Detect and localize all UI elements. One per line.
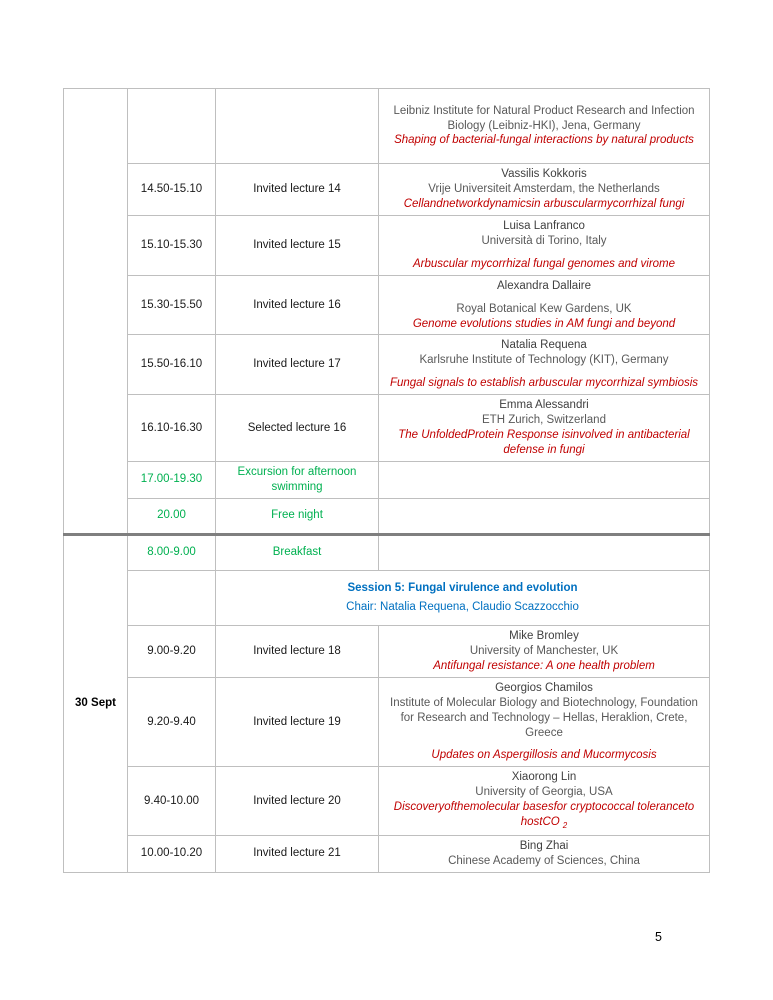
lecture-type-cell <box>216 89 379 164</box>
time-cell: 15.50-16.10 <box>128 335 216 395</box>
lecture-type-cell: Invited lecture 19 <box>216 677 379 767</box>
speaker-name: Bing Zhai <box>519 839 569 852</box>
talk-title: Shaping of bacterial-fungal interactions by natural products <box>394 134 694 147</box>
lecture-type-cell: Invited lecture 14 <box>216 164 379 216</box>
session-header-cell <box>216 570 710 625</box>
details-cell <box>379 625 710 677</box>
table-row <box>64 89 710 164</box>
details-cell <box>379 335 710 395</box>
details-cell <box>379 498 710 534</box>
speaker-name: Luisa Lanfranco <box>503 219 585 232</box>
lecture-type-cell: Invited lecture 20 <box>216 767 379 836</box>
time-cell: 9.00-9.20 <box>128 625 216 677</box>
time-cell: 17.00-19.30 <box>128 462 216 499</box>
lecture-type-cell: Selected lecture 16 <box>216 395 379 462</box>
session-chair: Chair: Natalia Requena, Claudio Scazzocchio <box>346 600 579 613</box>
details-cell <box>379 89 710 164</box>
time-cell <box>128 89 216 164</box>
speaker-affiliation: Vrije Universiteit Amsterdam, the Netherlands <box>428 182 660 195</box>
details-cell <box>379 767 710 836</box>
lecture-type-cell: Invited lecture 16 <box>216 275 379 335</box>
speaker-affiliation: Karlsruhe Institute of Technology (KIT), Germany <box>419 354 669 367</box>
session-title: Session 5: Fungal virulence and evolution <box>347 581 578 594</box>
table-row <box>64 395 710 462</box>
lecture-type-cell: Invited lecture 21 <box>216 835 379 872</box>
table-row <box>64 677 710 767</box>
date-cell: 30 Sept <box>64 534 128 872</box>
speaker-name: Alexandra Dallaire <box>497 279 591 292</box>
page-number: 5 <box>655 930 662 944</box>
time-cell: 9.40-10.00 <box>128 767 216 836</box>
table-row <box>64 625 710 677</box>
table-row <box>64 498 710 534</box>
talk-title: Fungal signals to establish arbuscular mycorrhizal symbiosis <box>389 377 699 390</box>
speaker-name: Natalia Requena <box>501 339 587 352</box>
speaker-affiliation: Institute of Molecular Biology and Biotechnology, Foundation for Research and Technology – Hellas, Heraklion, Crete, Greece <box>390 696 698 739</box>
activity-label-cell: Excursion for afternoon swimming <box>216 462 379 499</box>
talk-title: The UnfoldedProtein Response isinvolved in antibacterial defense in fungi <box>398 429 690 457</box>
table-row <box>64 335 710 395</box>
activity-label-cell: Breakfast <box>216 534 379 570</box>
time-cell: 15.30-15.50 <box>128 275 216 335</box>
time-cell: 8.00-9.00 <box>128 534 216 570</box>
table-row <box>64 462 710 499</box>
table-row <box>64 275 710 335</box>
schedule-table <box>63 88 710 873</box>
details-cell <box>379 835 710 872</box>
lecture-type-cell: Invited lecture 18 <box>216 625 379 677</box>
activity-label-cell: Free night <box>216 498 379 534</box>
speaker-affiliation: Università di Torino, Italy <box>481 234 607 247</box>
talk-title: Antifungal resistance: A one health problem <box>433 659 655 672</box>
speaker-affiliation: University of Georgia, USA <box>475 786 613 799</box>
speaker-name: Mike Bromley <box>509 629 579 642</box>
time-cell: 10.00-10.20 <box>128 835 216 872</box>
speaker-name: Emma Alessandri <box>499 399 589 412</box>
table-row <box>64 570 710 625</box>
speaker-affiliation: University of Manchester, UK <box>469 644 619 657</box>
details-cell <box>379 462 710 499</box>
details-cell <box>379 395 710 462</box>
talk-title: Cellandnetworkdynamicsin arbuscularmycorrhizal fungi <box>403 197 685 210</box>
table-row <box>64 767 710 836</box>
speaker-affiliation: ETH Zurich, Switzerland <box>482 414 606 427</box>
speaker-name: Xiaorong Lin <box>511 771 577 784</box>
table-row <box>64 835 710 872</box>
time-cell: 14.50-15.10 <box>128 164 216 216</box>
talk-title: Discoveryofthemolecular basesfor cryptococcal toleranceto hostCO $_2$ <box>393 801 695 831</box>
date-cell <box>64 89 128 535</box>
table-row <box>64 534 710 570</box>
details-cell <box>379 215 710 275</box>
talk-title: Genome evolutions studies in AM fungi and beyond <box>412 317 676 330</box>
details-cell <box>379 164 710 216</box>
details-cell <box>379 534 710 570</box>
table-row <box>64 164 710 216</box>
time-cell <box>128 570 216 625</box>
table-row <box>64 215 710 275</box>
lecture-type-cell: Invited lecture 15 <box>216 215 379 275</box>
lecture-type-cell: Invited lecture 17 <box>216 335 379 395</box>
schedule-body <box>64 89 710 873</box>
speaker-affiliation: Royal Botanical Kew Gardens, UK <box>456 302 632 315</box>
speaker-name: Vassilis Kokkoris <box>501 168 587 180</box>
time-cell: 16.10-16.30 <box>128 395 216 462</box>
details-cell <box>379 275 710 335</box>
talk-title: Arbuscular mycorrhizal fungal genomes and virome <box>412 257 676 270</box>
subscript: 2 <box>562 821 568 831</box>
time-cell: 15.10-15.30 <box>128 215 216 275</box>
speaker-affiliation: Leibniz Institute for Natural Product Research and Infection Biology (Leibniz-HKI), Jena, Germany <box>393 104 695 132</box>
time-cell: 9.20-9.40 <box>128 677 216 767</box>
speaker-name: Georgios Chamilos <box>495 681 593 694</box>
talk-title: Updates on Aspergillosis and Mucormycosis <box>431 749 657 762</box>
speaker-affiliation: Chinese Academy of Sciences, China <box>448 854 640 867</box>
details-cell <box>379 677 710 767</box>
time-cell: 20.00 <box>128 498 216 534</box>
